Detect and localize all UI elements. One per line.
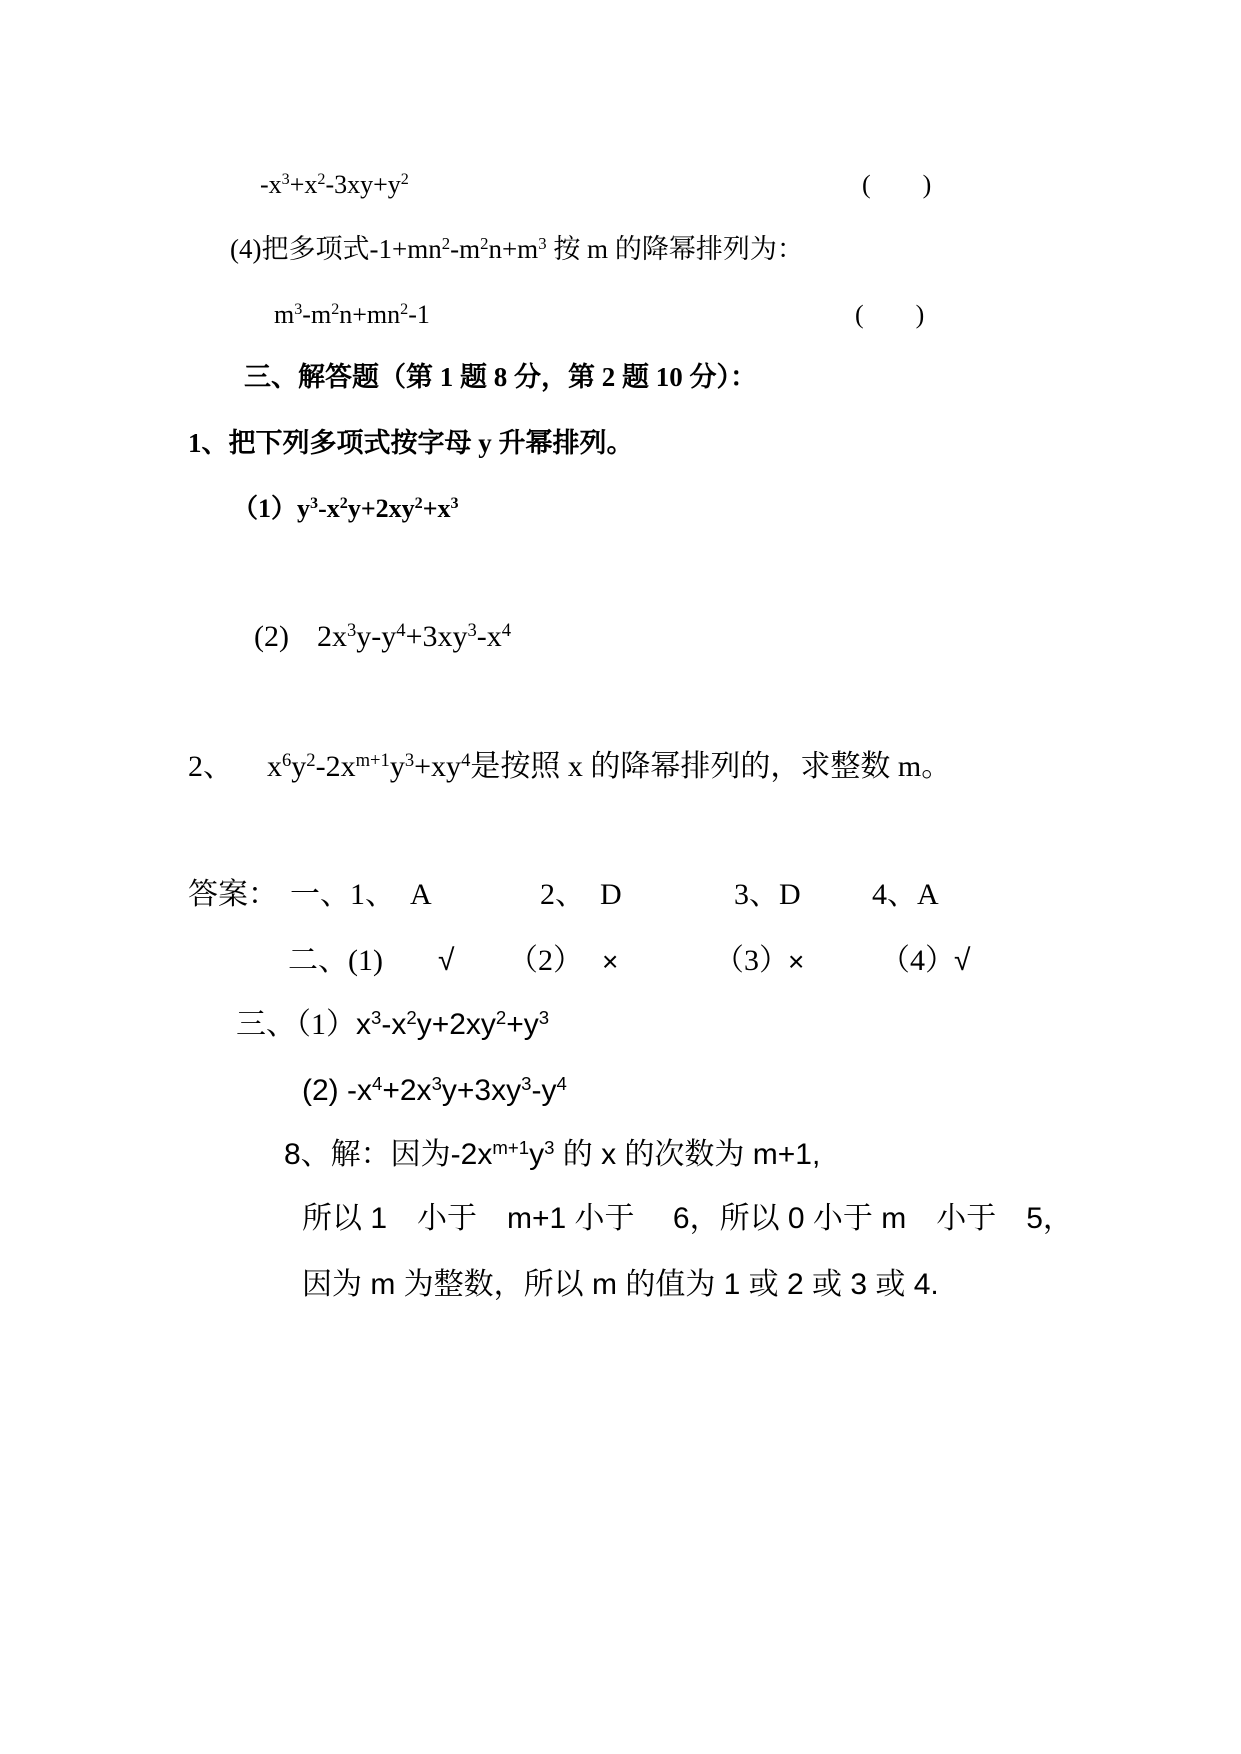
answer-part1-q2: 2、 D [540, 878, 622, 911]
answer-part2-v3: × [788, 946, 805, 977]
q4-question: (4)把多项式$-1+mn^2-m^2n+m^3$ 按 m 的降幂排列为： [230, 233, 804, 264]
answer-part2-l2: （2） [508, 944, 583, 977]
answer-part2-lead: 二、(1) [288, 944, 383, 977]
answer-part1-q3: 3、D [734, 878, 801, 911]
q2-question: 2、 $x^6y^2-2x^{m+1}y^3+xy^4$是按照 x 的降幂排列的，求整数 m。 [188, 749, 952, 783]
q1-title: 1、把下列多项式按字母 y 升幂排列。 [188, 428, 634, 458]
answer-part3-q1: 三、$(1)x^3-x^2y+2xy^2+y^3$ [236, 1006, 550, 1041]
answer-solution-line1: 8、解：因为$-2x^{m+1}y^3$ 的 x 的次数为 m+1, [284, 1136, 821, 1171]
q4-expression: $m^3-m^2n+mn^2-1$ [274, 300, 430, 329]
answers-label: 答案： [188, 878, 278, 911]
q1-part1: $(1)y^3-x^2y+2xy^2+x^3$ [232, 494, 459, 523]
answer-part2-l3: （3） [714, 944, 789, 977]
q1-part2: (2) $2x^3y-y^4+3xy^3-x^4$ [254, 619, 512, 653]
answer-part3-q2: (2) $-x^4+2x^3y+3xy^3-y^4$ [302, 1072, 567, 1107]
q4-answer-blank: ( ) [855, 300, 925, 329]
answer-part1-q1: 一、1、 A [290, 878, 432, 911]
answer-part2-v1: √ [438, 944, 455, 977]
answer-part2-l4: （4） [880, 944, 955, 977]
answer-part1-q4: 4、A [872, 878, 939, 911]
q3-answer-blank: ( ) [862, 170, 932, 199]
answer-part2-v2: × [602, 946, 619, 977]
answer-part2-v4: √ [954, 944, 971, 977]
answer-solution-line2: 所以 1 小于 m+1 小于 6，所以 0 小于 m 小于 5， [302, 1202, 1073, 1235]
section3-heading: 三、解答题（第 1 题 8 分，第 2 题 10 分）： [244, 362, 757, 392]
q3-expression: $-x^3+x^2-3xy+y^2$ [260, 170, 409, 199]
answer-solution-line3: 因为 m 为整数，所以 m 的值为 1 或 2 或 3 或 4. [302, 1268, 939, 1301]
